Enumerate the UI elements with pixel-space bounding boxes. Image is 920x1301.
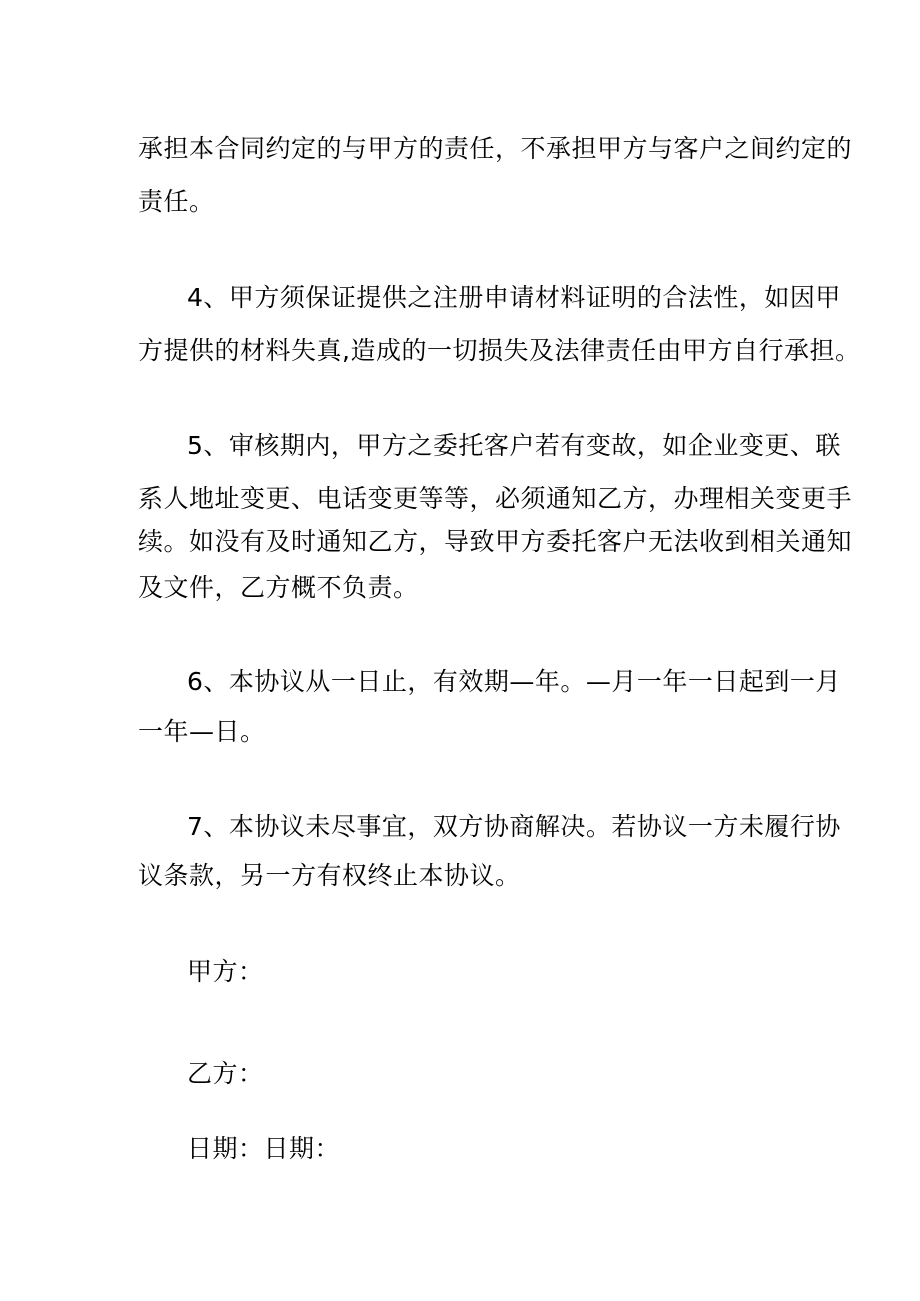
party-a-signature-label: 甲方： xyxy=(187,957,264,986)
clause-4-line-1: 4、甲方须保证提供之注册申请材料证明的合法性，如因甲 xyxy=(187,283,841,312)
clause-5-line-3: 续。如没有及时通知乙方，导致甲方委托客户无法收到相关通知 xyxy=(138,527,853,556)
clause-7-line-1: 7、本协议未尽事宜，双方协商解决。若协议一方未履行协 xyxy=(187,812,841,841)
clause-5-line-1: 5、审核期内，甲方之委托客户若有变故，如企业变更、联 xyxy=(187,431,841,460)
clause-5-line-4: 及文件，乙方概不负责。 xyxy=(138,573,419,602)
clause-3-continuation-line-1: 承担本合同约定的与甲方的责任，不承担甲方与客户之间约定的 xyxy=(138,134,853,163)
clause-4-line-2: 方提供的材料失真,造成的一切损失及法律责任由甲方自行承担。 xyxy=(138,336,861,365)
clause-5-line-2: 系人地址变更、电话变更等等，必须通知乙方，办理相关变更手 xyxy=(138,484,853,513)
clause-6-line-1: 6、本协议从一日止，有效期—年。—月一年一日起到一月 xyxy=(187,667,841,696)
clause-7-line-2: 议条款，另一方有权终止本协议。 xyxy=(138,861,521,890)
date-labels: 日期：日期： xyxy=(187,1134,341,1163)
clause-6-line-2: 一年—日。 xyxy=(138,717,266,746)
party-b-signature-label: 乙方： xyxy=(187,1059,264,1088)
clause-3-continuation-line-2: 责任。 xyxy=(138,187,215,216)
